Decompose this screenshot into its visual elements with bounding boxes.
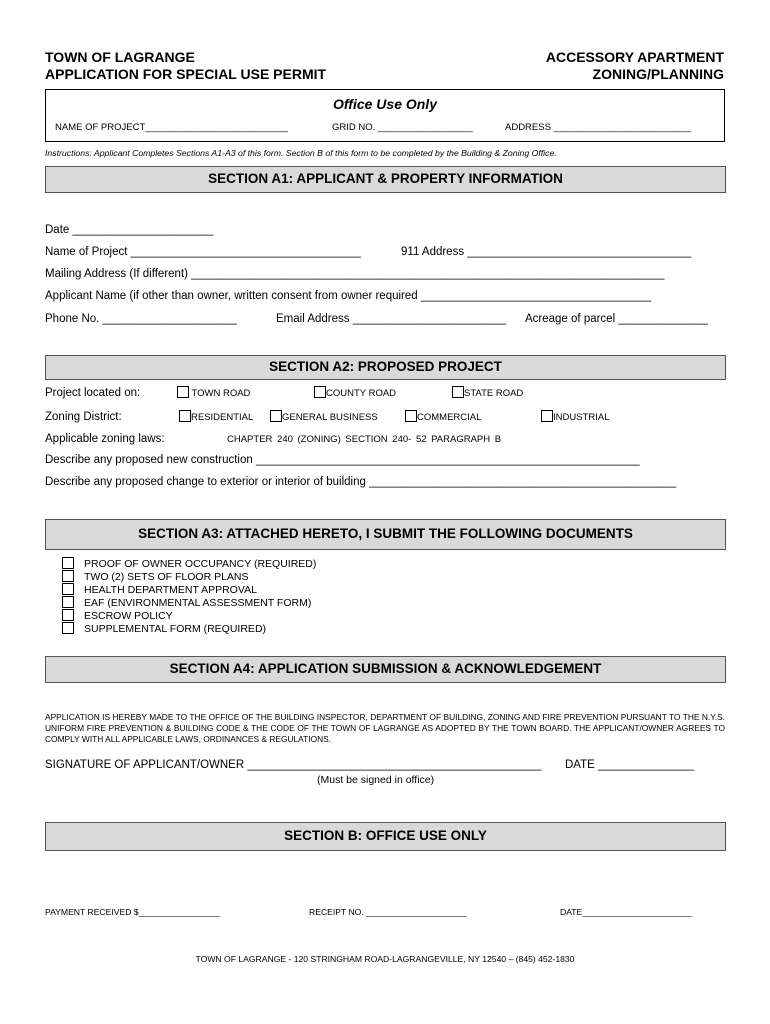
checkbox[interactable] xyxy=(314,386,326,398)
section-a2-header: SECTION A2: PROPOSED PROJECT xyxy=(45,355,726,380)
office-address-field[interactable]: ADDRESS __________________________ xyxy=(505,122,691,133)
receipt-no-field[interactable]: RECEIPT NO. _____________________ xyxy=(309,907,467,917)
checkbox[interactable] xyxy=(62,622,74,634)
office-date-field[interactable]: DATE_______________________ xyxy=(560,907,693,917)
document-label: EAF (ENVIRONMENTAL ASSESSMENT FORM) xyxy=(84,597,312,609)
signature-field[interactable]: SIGNATURE OF APPLICANT/OWNER ______________________________________________ xyxy=(45,759,542,771)
checkbox[interactable] xyxy=(452,386,464,398)
option-label: INDUSTRIAL xyxy=(553,412,610,423)
section-a1-header: SECTION A1: APPLICANT & PROPERTY INFORMATION xyxy=(45,166,726,193)
department: ZONING/PLANNING xyxy=(592,66,724,82)
checkbox[interactable] xyxy=(541,410,553,422)
email-field[interactable]: Email Address ________________________ xyxy=(276,313,507,325)
document-item[interactable] xyxy=(62,570,249,583)
instructions: Instructions: Applicant Completes Sections A1-A3 of this form. Section B of this form to be completed by the Building & Zoning Office. xyxy=(45,148,557,158)
general-business-option[interactable] xyxy=(270,410,378,423)
checkbox[interactable] xyxy=(62,570,74,582)
county-road-option[interactable] xyxy=(314,386,396,399)
address-911-field[interactable]: 911 Address ___________________________________ xyxy=(401,246,692,258)
payment-received-field[interactable]: PAYMENT RECEIVED $_________________ xyxy=(45,907,220,917)
laws-value: CHAPTER 240 (ZONING) SECTION 240- 52 PARAGRAPH B xyxy=(227,434,502,445)
office-grid-no-field[interactable]: GRID NO. __________________ xyxy=(332,122,474,133)
document-label: ESCROW POLICY xyxy=(84,610,173,622)
option-label: RESIDENTIAL xyxy=(191,412,254,423)
laws-label: Applicable zoning laws: xyxy=(45,433,165,445)
document-item[interactable] xyxy=(62,557,316,570)
date-field[interactable]: Date ______________________ xyxy=(45,224,214,236)
section-a4-header: SECTION A4: APPLICATION SUBMISSION & ACKNOWLEDGEMENT xyxy=(45,656,726,683)
commercial-option[interactable] xyxy=(405,410,481,423)
mailing-address-field[interactable]: Mailing Address (If different) __________________________________________________________________________ xyxy=(45,268,665,280)
document-label: PROOF OF OWNER OCCUPANCY (REQUIRED) xyxy=(84,558,317,570)
checkbox[interactable] xyxy=(405,410,417,422)
project-name-field[interactable]: Name of Project ____________________________________ xyxy=(45,246,361,258)
option-label: TOWN ROAD xyxy=(191,388,251,399)
document-item[interactable] xyxy=(62,596,311,609)
document-label: HEALTH DEPARTMENT APPROVAL xyxy=(84,584,257,596)
new-construction-field[interactable]: Describe any proposed new construction ____________________________________________________________ xyxy=(45,454,640,466)
residential-option[interactable] xyxy=(179,410,253,423)
application-title: APPLICATION FOR SPECIAL USE PERMIT xyxy=(45,66,327,82)
checkbox[interactable] xyxy=(179,410,191,422)
option-label: GENERAL BUSINESS xyxy=(282,412,378,423)
signature-date-field[interactable]: DATE _______________ xyxy=(565,759,694,771)
town-road-option[interactable] xyxy=(177,386,250,399)
located-label: Project located on: xyxy=(45,387,141,399)
checkbox[interactable] xyxy=(62,557,74,569)
section-b-header: SECTION B: OFFICE USE ONLY xyxy=(45,822,726,851)
office-project-name-field[interactable]: NAME OF PROJECT___________________________ xyxy=(55,122,288,133)
state-road-option[interactable] xyxy=(452,386,523,399)
document-item[interactable] xyxy=(62,583,257,596)
checkbox[interactable] xyxy=(62,583,74,595)
document-label: SUPPLEMENTAL FORM (REQUIRED) xyxy=(84,623,267,635)
phone-field[interactable]: Phone No. _____________________ xyxy=(45,313,237,325)
section-a3-header: SECTION A3: ATTACHED HERETO, I SUBMIT THE FOLLOWING DOCUMENTS xyxy=(45,519,726,550)
document-label: TWO (2) SETS OF FLOOR PLANS xyxy=(84,571,249,583)
checkbox[interactable] xyxy=(270,410,282,422)
signature-note: (Must be signed in office) xyxy=(317,774,435,786)
option-label: COMMERCIAL xyxy=(417,412,482,423)
document-item[interactable] xyxy=(62,622,266,635)
checkbox[interactable] xyxy=(62,609,74,621)
industrial-option[interactable] xyxy=(541,410,609,423)
applicant-name-field[interactable]: Applicant Name (if other than owner, written consent from owner required ____________________________________ xyxy=(45,290,652,302)
checkbox[interactable] xyxy=(177,386,189,398)
acknowledgement-paragraph: APPLICATION IS HEREBY MADE TO THE OFFICE OF THE BUILDING INSPECTOR, DEPARTMENT OF BUILDING, ZONING AND FIRE PREVENTION PURSUANT TO THE N.Y.S. UNIFORM FIRE PREVENTION & BUILDING CODE & THE CODE OF THE TOWN OF LAGRANGE AS ADOPTED BY THE TOWN BOARD. THE APPLICANT/OWNER AGREES TO COMPLY WITH ALL APPLICABLE LAWS, ORDINANCES & REGULATIONS. xyxy=(45,712,725,744)
change-description-field[interactable]: Describe any proposed change to exterior or interior of building ________________________________________________ xyxy=(45,476,677,488)
checkbox[interactable] xyxy=(62,596,74,608)
zoning-label: Zoning District: xyxy=(45,411,122,423)
option-label: STATE ROAD xyxy=(464,388,524,399)
office-use-box xyxy=(45,89,725,142)
footer-address: TOWN OF LAGRANGE - 120 STRINGHAM ROAD-LAGRANGEVILLE, NY 12540 – (845) 452-1830 xyxy=(195,954,575,964)
permit-type: ACCESSORY APARTMENT xyxy=(545,49,724,65)
document-item[interactable] xyxy=(62,609,173,622)
office-use-title: Office Use Only xyxy=(332,96,437,112)
acreage-field[interactable]: Acreage of parcel ______________ xyxy=(525,313,708,325)
town-name: TOWN OF LAGRANGE xyxy=(45,49,195,65)
option-label: COUNTY ROAD xyxy=(326,388,397,399)
